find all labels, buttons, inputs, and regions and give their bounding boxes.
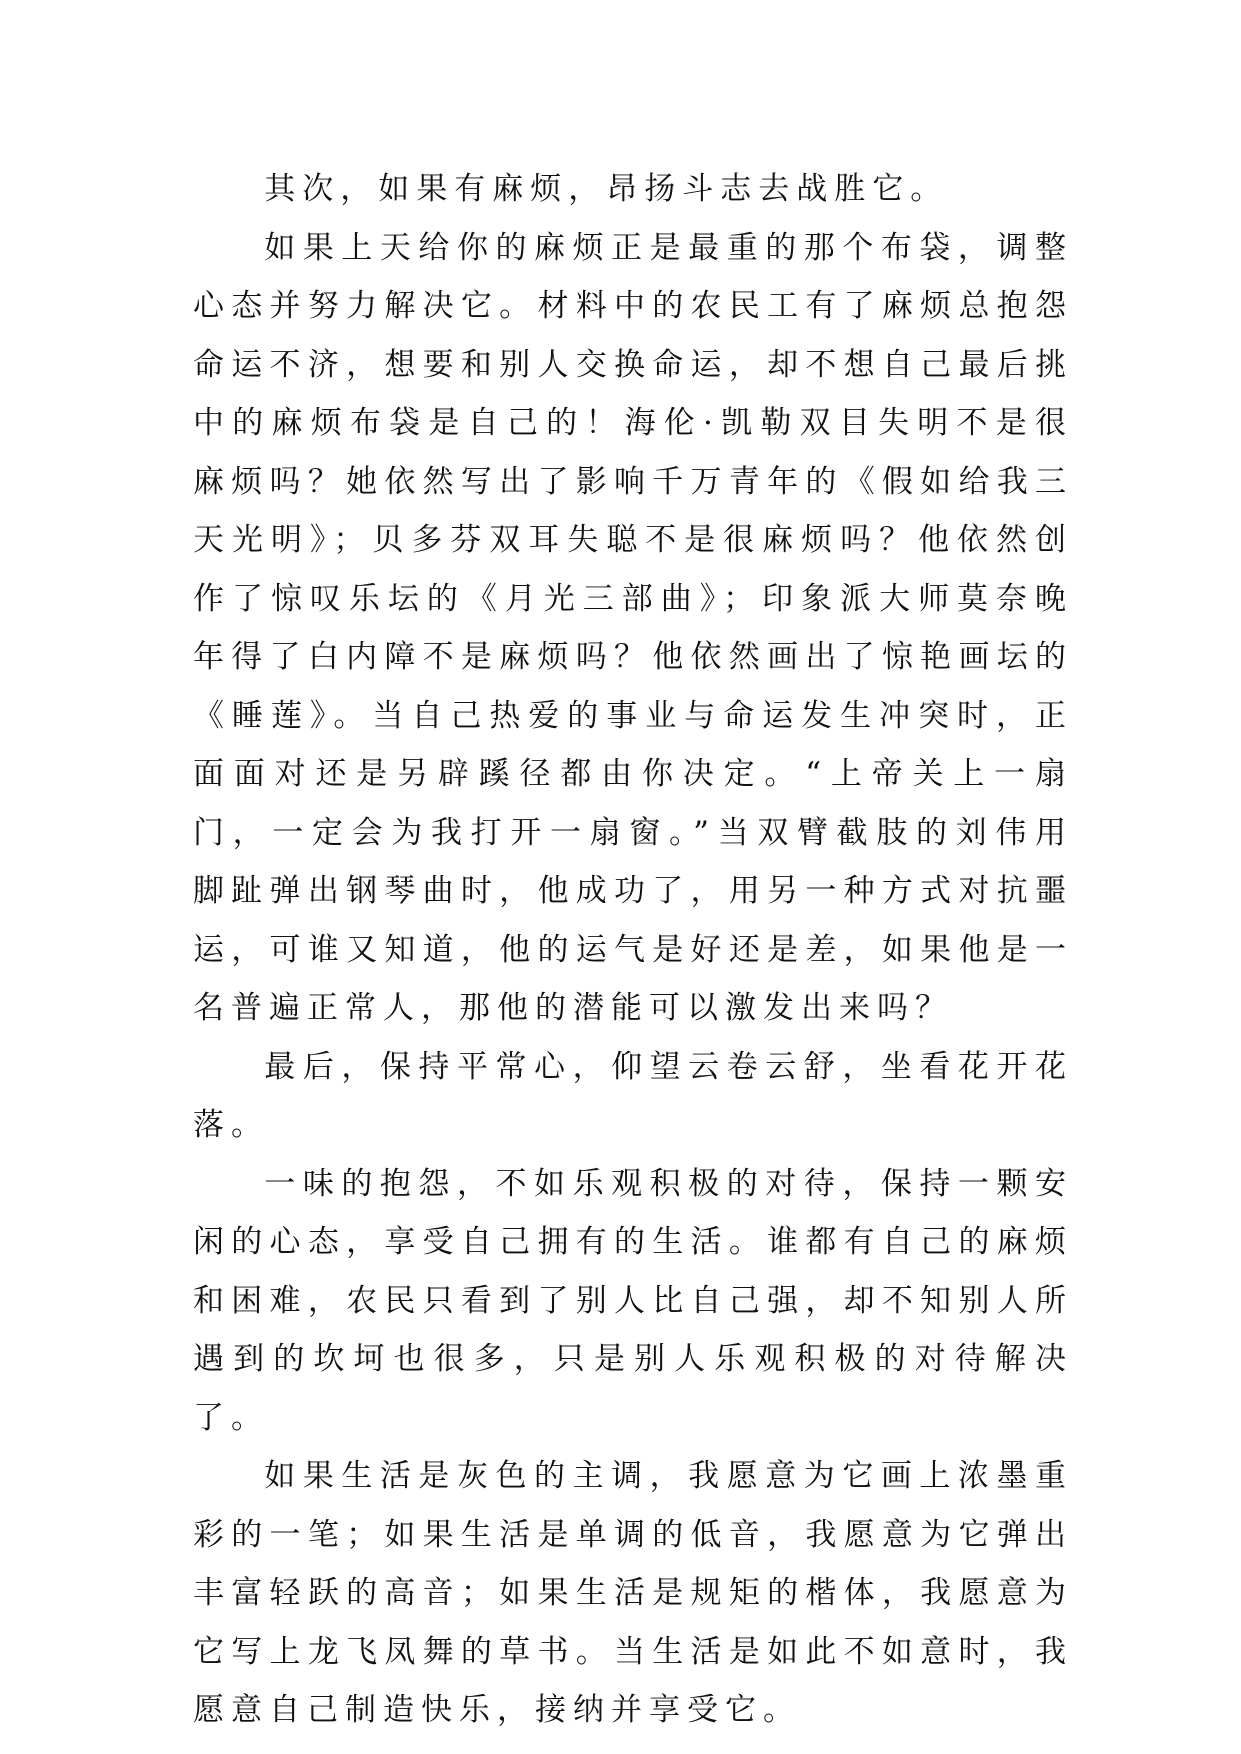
paragraph-conclusion: 如果生活是灰色的主调，我愿意为它画上浓墨重彩的一笔；如果生活是单调的低音，我愿意为它弹出丰富轻跃的高音；如果生活是规矩的楷体，我愿意为它写上龙飞凤舞的草书。当生活是如此不如意时，我愿意自己制造快乐，接纳并享受它。 <box>193 1458 1073 1728</box>
paragraph-final-point-heading: 最后，保持平常心，仰望云卷云舒，坐看花开花落。 <box>193 1048 1073 1143</box>
paragraph-second-point-heading: 其次，如果有麻烦，昂扬斗志去战胜它。 <box>264 171 949 207</box>
body-text <box>193 160 1073 1740</box>
paragraph-optimism: 一味的抱怨，不如乐观积极的对待，保持一颗安闲的心态，享受自己拥有的生活。谁都有自己的麻烦和困难，农民只看到了别人比自己强，却不知别人所遇到的坎坷也很多，只是别人乐观积极的对待解决了。 <box>193 1165 1073 1436</box>
paragraph-overcome-trouble: 如果上天给你的麻烦正是最重的那个布袋，调整心态并努力解决它。材料中的农民工有了麻烦总抱怨命运不济，想要和别人交换命运，却不想自己最后挑中的麻烦布袋是自己的！海伦·凯勒双目失明不是很麻烦吗？她依然写出了影响千万青年的《假如给我三天光明》；贝多芬双耳失聪不是很麻烦吗？他依然创作了惊叹乐坛的《月光三部曲》；印象派大师莫奈晚年得了白内障不是麻烦吗？他依然画出了惊艳画坛的《睡莲》。当自己热爱的事业与命运发生冲突时，正面面对还是另辟蹊径都由你决定。“上帝关上一扇门，一定会为我打开一扇窗。”当双臂截肢的刘伟用脚趾弹出钢琴曲时，他成功了，用另一种方式对抗噩运，可谁又知道，他的运气是好还是差，如果他是一名普遍正常人，那他的潜能可以激发出来吗？ <box>193 229 1073 1026</box>
